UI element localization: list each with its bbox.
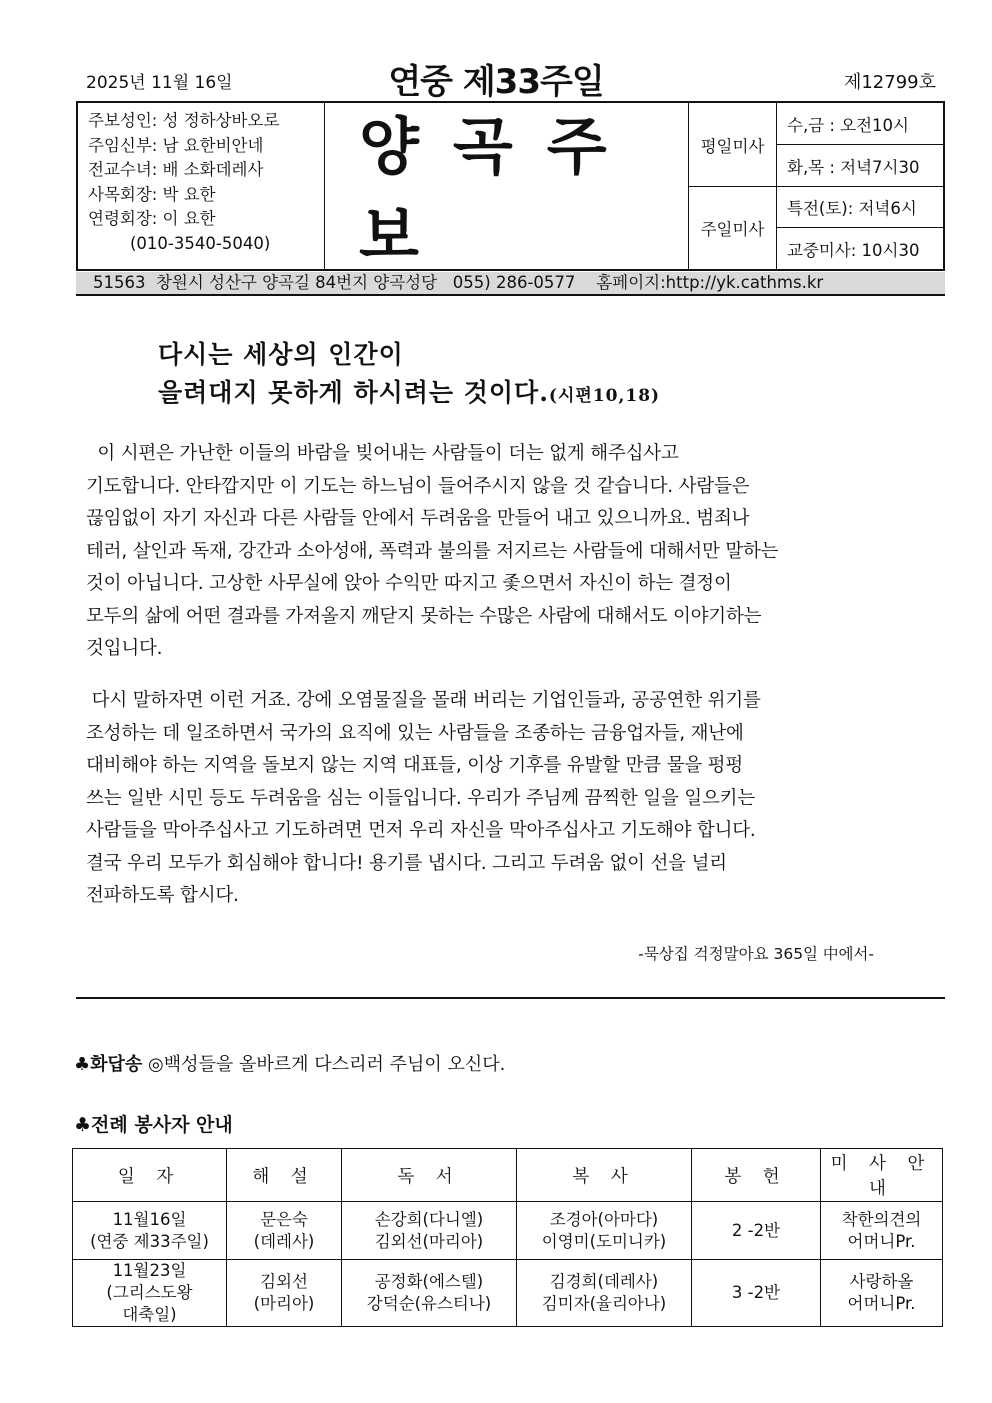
bulletin-logo — [325, 103, 689, 272]
column-header: 일 자 — [73, 1149, 227, 1202]
mass-info-cell — [821, 1202, 943, 1260]
cell-line: 어머니Pr. — [847, 1231, 916, 1251]
liturgy-servers-table — [72, 1148, 943, 1327]
staff-line: 주임신부: 남 요한비안네 — [88, 135, 264, 155]
cell-line: 사랑하올 — [849, 1272, 914, 1291]
cell-line: 11월16일 — [112, 1209, 187, 1229]
column-header: 미 사 안 내 — [821, 1149, 943, 1202]
reading-cell — [342, 1202, 517, 1260]
reflection-paragraph-1 — [86, 438, 946, 666]
date-cell — [73, 1260, 227, 1327]
staff-line: 사목회장: 박 요한 — [88, 184, 216, 204]
mass-schedule — [689, 103, 943, 269]
table-row — [73, 1260, 943, 1327]
paragraph-line: 것입니다. — [86, 638, 163, 659]
staff-line: 전교수녀: 배 소화데레사 — [88, 160, 264, 179]
paragraph-line: 것이 아닙니다. 고상한 사무실에 앉아 수익만 따지고 좇으면서 자신이 하는 결정이 — [86, 573, 732, 594]
staff-line: 연령회장: 이 요한 — [88, 209, 216, 228]
cell-line: 이영미(도미니카) — [541, 1231, 667, 1251]
staff-contact: (010-3540-5040) — [130, 233, 271, 253]
cell-line: 어머니Pr. — [847, 1294, 916, 1313]
server-cell — [517, 1202, 692, 1260]
sunday-mass-time: 교중미사: 10시30 — [787, 240, 920, 260]
reading-cell — [342, 1260, 517, 1327]
table-row — [73, 1202, 943, 1260]
paragraph-line: 모두의 삶에 어떤 결과를 가져올지 깨닫지 못하는 수많은 사람에 대해서도 이야기하는 — [86, 605, 762, 627]
cell-line: 공정화(에스텔) — [374, 1272, 484, 1291]
logo-text: 양곡주보 — [359, 110, 641, 272]
cell-line: 조경아(아마다) — [549, 1209, 659, 1229]
sunday-mass-label: 주일미사 — [689, 187, 777, 269]
paragraph-line: 테러, 살인과 독재, 강간과 소아성애, 폭력과 불의를 저지르는 사람들에 대해서만 말하는 — [86, 540, 779, 562]
column-header: 독 서 — [342, 1149, 517, 1202]
paragraph-line: 사람들을 막아주십사고 기도하려면 먼저 우리 자신을 막아주십사고 기도해야 합니다. — [86, 820, 756, 841]
issue-number: 제12799호 — [843, 72, 936, 93]
paragraph-line: 전파하도록 합시다. — [86, 885, 239, 906]
paragraph-line: 다시 말하자면 이런 거죠. 강에 오염물질을 몰래 버리는 기업인들과, 공공연한 위기를 — [86, 690, 761, 711]
sunday-mass-time: 특전(토): 저녁6시 — [787, 199, 917, 218]
staff-list — [78, 103, 325, 269]
column-header: 봉 헌 — [692, 1149, 821, 1202]
paragraph-line: 쓰는 일반 시민 등도 두려움을 심는 이들입니다. 우리가 주님께 끔찍한 일을 일으키는 — [86, 787, 755, 809]
column-header: 해 설 — [227, 1149, 342, 1202]
reflection-paragraph-2 — [86, 685, 946, 913]
cell-line: 김미자(율리아나) — [541, 1294, 667, 1313]
cell-line: 손강희(다니엘) — [374, 1209, 484, 1229]
quote-line-2 — [158, 374, 660, 415]
quote-line: 을려대지 못하게 하시려는 것이다. — [158, 378, 549, 407]
cell-line: (데레사) — [253, 1231, 315, 1251]
cell-line: (그리스도왕 — [106, 1283, 193, 1302]
paragraph-line: 이 시편은 가난한 이들의 바람을 빚어내는 사람들이 더는 없게 해주십사고 — [86, 443, 679, 464]
table-header-row — [73, 1149, 943, 1202]
cell-line: 강덕순(유스티나) — [366, 1294, 492, 1313]
mass-info-cell — [821, 1260, 943, 1327]
commentary-cell — [227, 1202, 342, 1260]
responsorial-text: ◎백성들을 올바르게 다스리러 주님이 오신다. — [142, 1054, 506, 1075]
responsorial-psalm — [74, 1050, 505, 1076]
server-cell — [517, 1260, 692, 1327]
weekday-mass-time: 수,금 : 오전10시 — [787, 115, 909, 135]
paragraph-line: 결국 우리 모두가 회심해야 합니다! 용기를 냅시다. 그리고 두려움 없이 선을 널리 — [86, 852, 727, 874]
paragraph-line: 끊임없이 자기 자신과 다른 사람들 안에서 두려움을 만들어 내고 있으니까요. 범죄나 — [86, 508, 750, 529]
quote-reference: (시편10,18) — [548, 386, 661, 406]
cell-line: 문은숙 — [260, 1209, 308, 1229]
scripture-quote — [158, 336, 660, 415]
responsorial-label: ♣화답송 — [74, 1054, 143, 1075]
cell-line: 대축일) — [122, 1305, 177, 1324]
section-divider — [76, 997, 945, 999]
masthead-box — [76, 101, 945, 271]
quote-source: -묵상집 걱정말아요 365일 中에서- — [638, 945, 874, 963]
paragraph-line: 대비해야 하는 지역을 돌보지 않는 지역 대표들, 이상 기후를 유발할 만큼 물을 펑펑 — [86, 755, 743, 776]
cell-line: 김경희(데레사) — [549, 1272, 659, 1291]
commentary-cell — [227, 1260, 342, 1327]
quote-line: 다시는 세상의 인간이 — [158, 340, 404, 369]
page-title: 연중 제33주일 — [388, 62, 604, 102]
cell-line: (마리아) — [253, 1294, 315, 1313]
staff-line: 주보성인: 성 정하상바오로 — [88, 111, 280, 130]
column-header: 복 사 — [517, 1149, 692, 1202]
bulletin-date: 2025년 11월 16일 — [86, 73, 233, 93]
weekday-mass-time: 화,목 : 저녁7시30 — [787, 157, 920, 177]
paragraph-line: 기도합니다. 안타깝지만 이 기도는 하느님이 들어주시지 않을 것 같습니다. 사람들은 — [86, 475, 750, 497]
paragraph-line: 조성하는 데 일조하면서 국가의 요직에 있는 사람들을 조종하는 금융업자들, 재난에 — [86, 722, 744, 744]
weekday-mass-label: 평일미사 — [689, 103, 777, 186]
cell-line: 김외선 — [260, 1272, 308, 1291]
cell-line: (연중 제33주일) — [90, 1231, 209, 1251]
offering-cell: 2 -2반 — [692, 1202, 821, 1260]
offering-cell: 3 -2반 — [692, 1260, 821, 1327]
cell-line: 김외선(마리아) — [374, 1231, 484, 1251]
servers-section-title: ♣전례 봉사자 안내 — [74, 1114, 233, 1136]
cell-line: 11월23일 — [112, 1261, 187, 1280]
date-cell — [73, 1202, 227, 1260]
cell-line: 착한의견의 — [841, 1209, 922, 1229]
parish-address: 51563 창원시 성산구 양곡길 84번지 양곡성당 055) 286-0577 홈페이지:http://yk.cathms.kr — [76, 272, 945, 296]
